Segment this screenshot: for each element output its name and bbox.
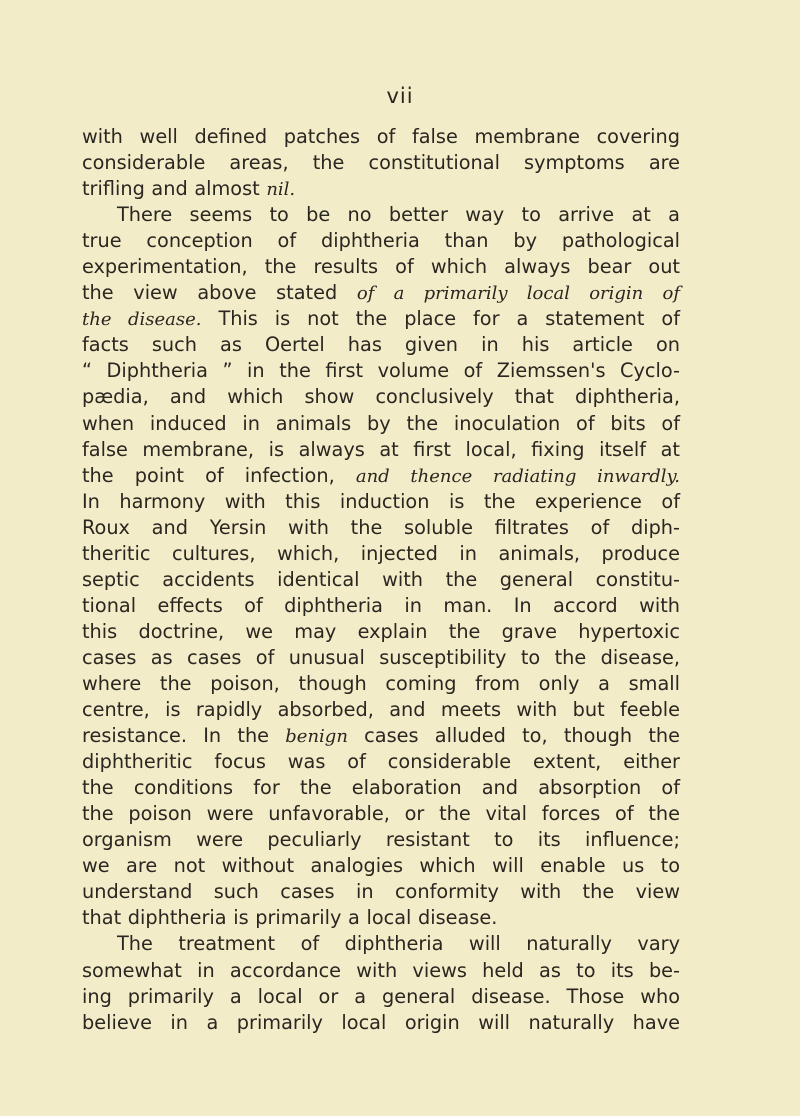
text-segment: experimentation, the results of which always bear out [82, 255, 680, 279]
text-segment: false membrane, is always at first local, fixing itself at [82, 437, 680, 461]
text-segment: when induced in animals by the inoculation of bits of [82, 411, 680, 435]
text-line [82, 931, 680, 957]
text-line [82, 332, 680, 358]
text-line [82, 515, 680, 541]
text-line [82, 593, 680, 619]
text-segment: the poison were unfavorable, or the vital forces of the [82, 802, 680, 826]
text-line [82, 567, 680, 593]
text-segment: the point of infection, [82, 463, 356, 487]
text-segment: pædia, and which show conclusively that diphtheria, [82, 385, 680, 409]
text-line [82, 697, 680, 723]
text-line [82, 358, 680, 384]
page-number: vii [386, 84, 414, 108]
text-segment: with well defined patches of false membrane covering [82, 125, 680, 148]
text-line [82, 489, 680, 515]
text-line [82, 228, 680, 254]
text-line [82, 801, 680, 827]
text-segment: this doctrine, we may explain the grave hypertoxic [82, 619, 680, 643]
text-line [82, 984, 680, 1010]
text-line [82, 853, 680, 879]
text-line [82, 280, 680, 306]
text-segment: organism were peculiarly resistant to its influence; [82, 828, 680, 852]
text-segment: septic accidents identical with the general constitu- [82, 567, 680, 591]
text-segment: tional effects of diphtheria in man. In accord with [82, 593, 680, 617]
text-segment: centre, is rapidly absorbed, and meets with but feeble [82, 698, 680, 722]
text-segment: where the poison, though coming from only a small [82, 671, 680, 695]
text-line [82, 879, 680, 905]
text-segment: “ Diphtheria ” in the first volume of Ziemssen's Cyclo- [82, 359, 680, 383]
text-segment: we are not without analogies which will enable us to [82, 854, 680, 878]
text-line [82, 827, 680, 853]
text-line [82, 254, 680, 280]
text-segment: cases alluded to, though the [347, 724, 680, 748]
text-line [82, 437, 680, 463]
italic-text: the disease. [82, 309, 202, 331]
text-segment: ing primarily a local or a general disease. Those who [82, 984, 680, 1008]
text-segment: The treatment of diphtheria will naturally vary [117, 932, 680, 956]
text-line [82, 150, 680, 176]
italic-text: and thence radiating inwardly. [355, 465, 681, 487]
text-segment: This is not the place for a statement of [201, 307, 680, 331]
text-segment: somewhat in accordance with views held as to its be- [82, 958, 680, 982]
text-segment: believe in a primarily local origin will naturally have [82, 1010, 680, 1034]
text-line [82, 176, 680, 202]
text-line [82, 723, 680, 749]
text-segment: theritic cultures, which, injected in animals, produce [82, 541, 680, 565]
text-line [82, 384, 680, 410]
italic-text: of a primarily local origin of [356, 283, 681, 305]
text-segment: There seems to be no better way to arrive at a [117, 203, 680, 227]
text-line [82, 306, 680, 332]
italic-text: nil. [266, 179, 296, 201]
text-segment: diphtheritic focus was of considerable extent, either [82, 750, 680, 774]
text-segment: resistance. In the [82, 724, 286, 748]
text-segment: facts such as Oertel has given in his article on [82, 333, 680, 357]
body-text [82, 124, 680, 1036]
text-line [82, 905, 680, 931]
text-segment: Roux and Yersin with the soluble filtrates of diph- [82, 515, 680, 539]
text-line [82, 775, 680, 801]
text-segment: that diphtheria is primarily a local disease. [82, 906, 498, 930]
text-line [82, 541, 680, 567]
text-segment: In harmony with this induction is the experience of [82, 489, 680, 513]
text-line [82, 411, 680, 437]
text-segment: the conditions for the elaboration and absorption of [82, 776, 680, 800]
text-line [82, 1010, 680, 1036]
text-segment: cases as cases of unusual susceptibility to the disease, [82, 645, 680, 669]
text-segment: considerable areas, the constitutional symptoms are [82, 151, 680, 175]
text-line [82, 463, 680, 489]
italic-text: benign [285, 726, 348, 748]
text-line [82, 749, 680, 775]
text-line [82, 619, 680, 645]
text-line [82, 645, 680, 671]
text-segment: trifling and almost [82, 177, 267, 201]
text-segment: understand such cases in conformity with the view [82, 880, 680, 904]
text-line [82, 958, 680, 984]
text-segment: true conception of diphtheria than by pathological [82, 229, 680, 253]
text-line [82, 202, 680, 228]
text-line [82, 671, 680, 697]
text-segment: the view above stated [82, 281, 357, 305]
text-line [82, 124, 680, 150]
